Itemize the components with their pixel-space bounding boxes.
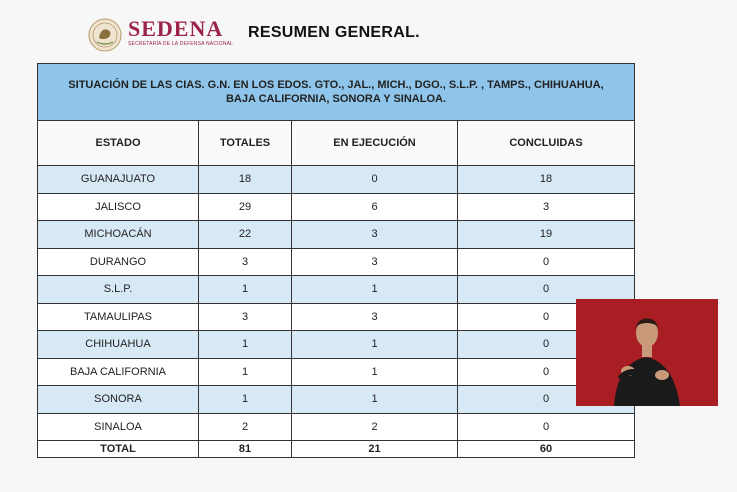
table-row xyxy=(38,248,635,276)
national-seal-icon xyxy=(88,18,122,52)
cell-concluidas: 0 xyxy=(458,276,635,304)
cell-en-ejecucion: 3 xyxy=(292,221,458,249)
table-row xyxy=(38,331,635,359)
column-header-estado: ESTADO xyxy=(38,121,199,166)
cell-estado: SONORA xyxy=(38,386,199,414)
cell-en-ejecucion: 1 xyxy=(292,358,458,386)
cell-concluidas: 0 xyxy=(458,413,635,441)
cell-en-ejecucion: 1 xyxy=(292,331,458,359)
cell-concluidas: 19 xyxy=(458,221,635,249)
page-header xyxy=(88,14,488,56)
cell-totales: 3 xyxy=(199,248,292,276)
cell-totales: 1 xyxy=(199,331,292,359)
page-title: RESUMEN GENERAL. xyxy=(248,24,420,41)
table-caption-row xyxy=(38,64,635,121)
cell-en-ejecucion: 3 xyxy=(292,303,458,331)
table-row xyxy=(38,276,635,304)
cell-en-ejecucion: 1 xyxy=(292,276,458,304)
cell-estado: S.L.P. xyxy=(38,276,199,304)
table-total-row xyxy=(38,441,635,458)
cell-estado: SINALOA xyxy=(38,413,199,441)
column-header-concluidas: CONCLUIDAS xyxy=(458,121,635,166)
cell-concluidas: 0 xyxy=(458,386,635,414)
cell-totales: 1 xyxy=(199,276,292,304)
cell-concluidas: 3 xyxy=(458,193,635,221)
cell-totales: 18 xyxy=(199,166,292,194)
cell-concluidas: 18 xyxy=(458,166,635,194)
cell-en-ejecucion: 2 xyxy=(292,413,458,441)
cell-en-ejecucion: 1 xyxy=(292,386,458,414)
cell-totales: 2 xyxy=(199,413,292,441)
cell-estado: DURANGO xyxy=(38,248,199,276)
cell-estado: CHIHUAHUA xyxy=(38,331,199,359)
cell-concluidas: 0 xyxy=(458,358,635,386)
brand-logo-text: SEDENA xyxy=(128,16,224,41)
table-row xyxy=(38,413,635,441)
interpreter-figure xyxy=(576,299,718,406)
table-caption: SITUACIÓN DE LAS CIAS. G.N. EN LOS EDOS. GTO., JAL., MICH., DGO., S.L.P. , TAMPS., CHIHUAHUA, BAJA CALIFORNIA, SONORA Y SINALOA. xyxy=(38,64,635,121)
total-cell-en-ejecucion: 21 xyxy=(292,441,458,458)
cell-estado: MICHOACÁN xyxy=(38,221,199,249)
cell-totales: 29 xyxy=(199,193,292,221)
cell-concluidas: 0 xyxy=(458,331,635,359)
cell-totales: 1 xyxy=(199,358,292,386)
cell-en-ejecucion: 3 xyxy=(292,248,458,276)
total-cell-totales: 81 xyxy=(199,441,292,458)
cell-en-ejecucion: 0 xyxy=(292,166,458,194)
cell-en-ejecucion: 6 xyxy=(292,193,458,221)
cell-totales: 22 xyxy=(199,221,292,249)
table-header-row xyxy=(38,121,635,166)
cell-estado: BAJA CALIFORNIA xyxy=(38,358,199,386)
table-row xyxy=(38,358,635,386)
total-cell-concluidas: 60 xyxy=(458,441,635,458)
cell-estado: GUANAJUATO xyxy=(38,166,199,194)
column-header-totales: TOTALES xyxy=(199,121,292,166)
column-header-en-ejecucion: EN EJECUCIÓN xyxy=(292,121,458,166)
table-row xyxy=(38,166,635,194)
table-row xyxy=(38,386,635,414)
table-row xyxy=(38,303,635,331)
cell-estado: JALISCO xyxy=(38,193,199,221)
cell-estado: TAMAULIPAS xyxy=(38,303,199,331)
brand-subtitle: SECRETARÍA DE LA DEFENSA NACIONAL xyxy=(128,41,234,47)
total-cell-estado: TOTAL xyxy=(38,441,199,458)
table-row xyxy=(38,193,635,221)
table-row xyxy=(38,221,635,249)
cell-totales: 1 xyxy=(199,386,292,414)
summary-table xyxy=(37,63,635,458)
sign-language-interpreter-video xyxy=(576,299,718,406)
cell-concluidas: 0 xyxy=(458,248,635,276)
cell-concluidas: 0 xyxy=(458,303,635,331)
cell-totales: 3 xyxy=(199,303,292,331)
